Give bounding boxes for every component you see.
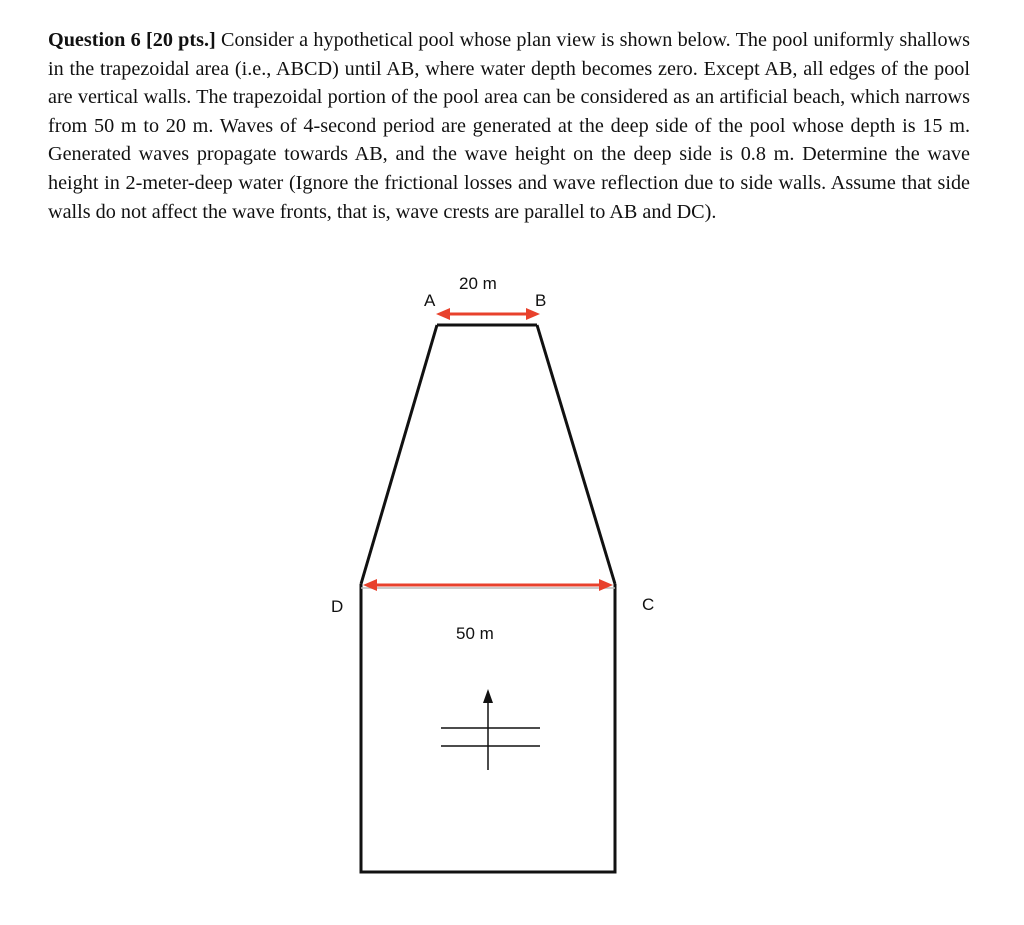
edge-ad (361, 325, 437, 584)
arrow-up-icon (483, 689, 493, 703)
label-d: D (331, 597, 344, 616)
question-heading: Question 6 [20 pts.] (48, 29, 216, 51)
wave-direction-symbol (441, 689, 540, 770)
label-50m: 50 m (456, 624, 494, 643)
label-b: B (535, 291, 547, 310)
edge-bc (537, 325, 615, 584)
label-a: A (424, 291, 436, 310)
label-c: C (642, 595, 655, 614)
dimension-arrow-50m (363, 579, 613, 591)
dimension-arrow-20m (436, 308, 540, 320)
label-20m: 20 m (459, 274, 497, 293)
question-body: Consider a hypothetical pool whose plan view is shown below. The pool uniformly shallows in the trapezoidal area (i.e., ABCD) until AB, where water depth becomes zero. Except AB, all edges of the pool are vertical walls. The trapezoidal portion of the pool area can be considered as an artificial beach, which narrows from 50 m to 20 m. Waves of 4-second period are generated at the deep side of the pool whose depth is 15 m. Generated waves propagate towards AB, and the wave height on the deep side is 0.8 m. Determine the wave height in 2-meter-deep water (Ignore the frictional losses and wave reflection due to side walls. Assume that side walls do not affect the wave fronts, that is, wave crests are parallel to AB and DC). (48, 29, 971, 223)
